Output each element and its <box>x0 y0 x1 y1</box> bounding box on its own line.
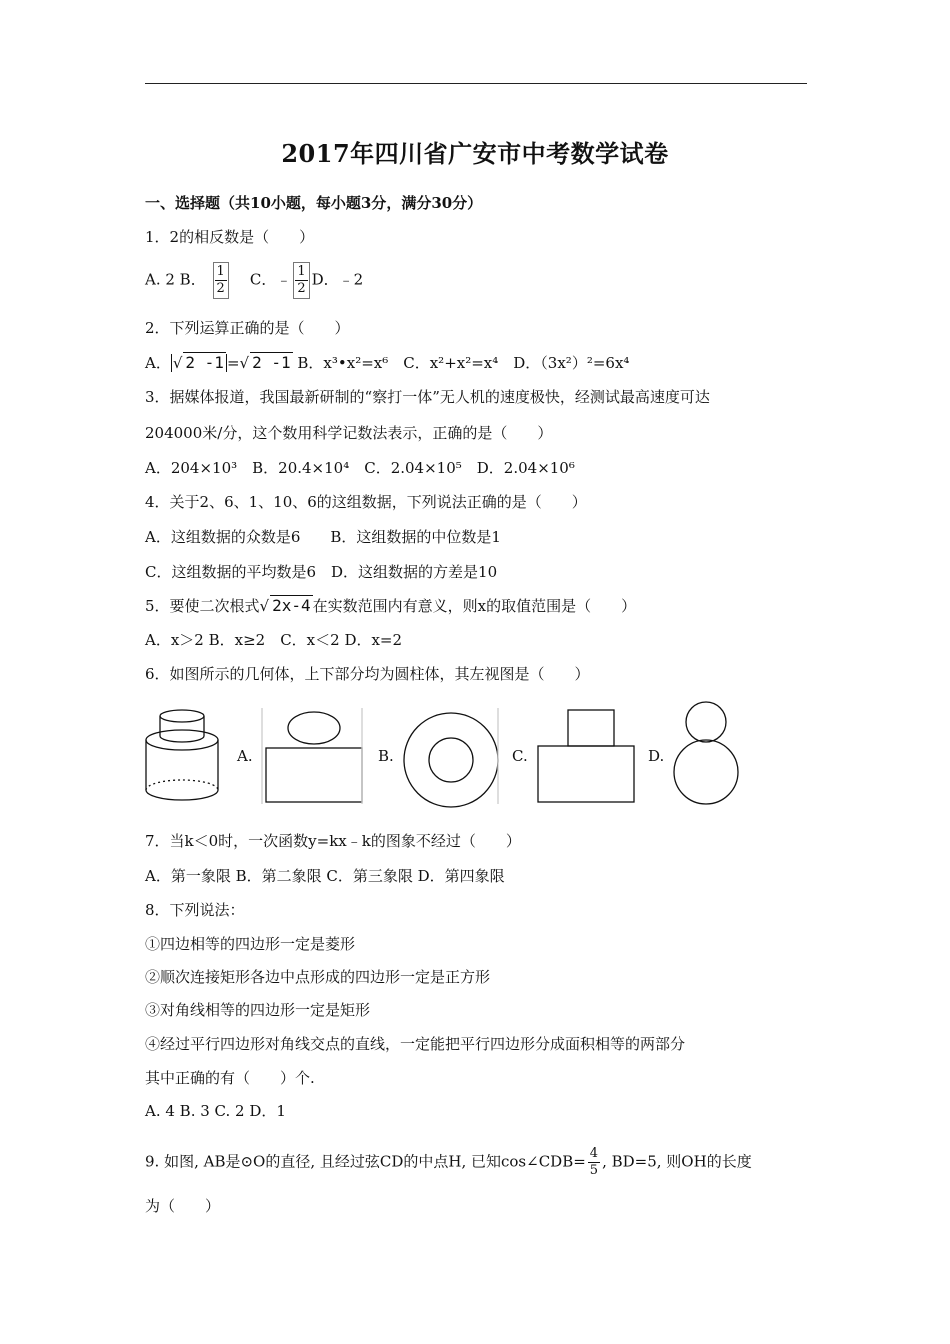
q3-stem-line1: 3．据媒体报道，我国最新研制的“察打一体”无人机的速度极快，经测试最高速度可达 <box>145 388 710 406</box>
q6-stem: 6．如图所示的几何体，上下部分均为圆柱体，其左视图是（ ） <box>145 665 590 683</box>
option-a-view <box>262 708 362 804</box>
q9-stem-a: 9. 如图, AB是⊙O的直径, 且经过弦CD的中点H, 已知cos∠CDB= <box>145 1152 586 1171</box>
q4-stem: 4．关于2、6、1、10、6的这组数据，下列说法正确的是（ ） <box>145 493 587 511</box>
q1-opt-d: D．﹣2 <box>311 270 364 289</box>
q1-opt-c: C．﹣ <box>249 270 292 289</box>
q1-opt-a: A. 2 B． <box>145 270 206 289</box>
section-heading: 一、选择题（共10小题，每小题3分，满分30分） <box>145 194 483 212</box>
q6-label-c: C. <box>512 747 528 765</box>
q2-radical-2: 2 -1 <box>252 353 291 372</box>
q8-statement-1: ①四边相等的四边形一定是菱形 <box>145 935 356 953</box>
q1-stem: 1．2的相反数是（ ） <box>145 228 315 246</box>
q9-stem-line2: 为（ ） <box>145 1197 221 1215</box>
q9-fraction: $\frac{4}{5}$ <box>589 1146 599 1178</box>
q2-opt-a: A． <box>145 354 171 372</box>
q9-stem-b: , BD=5, 则OH的长度 <box>602 1152 752 1171</box>
q8-ask: 其中正确的有（ ）个. <box>145 1069 315 1087</box>
q6-label-d: D. <box>648 747 665 765</box>
q8-statement-3: ③对角线相等的四边形一定是矩形 <box>145 1001 371 1019</box>
q1-fraction-c: $\frac{1}{2}$ <box>293 262 309 299</box>
q8-statement-4: ④经过平行四边形对角线交点的直线，一定能把平行四边形分成面积相等的两部分 <box>145 1035 686 1053</box>
q2-stem: 2．下列运算正确的是（ ） <box>145 319 350 337</box>
q5-stem: 5．要使二次根式√ 2x-4 在实数范围内有意义，则x的取值范围是（ ） <box>145 596 637 615</box>
q8-options: A. 4 B. 3 C. 2 D．1 <box>145 1102 286 1120</box>
solid-figure <box>146 710 218 800</box>
q3-stem-line2: 204000米/分，这个数用科学记数法表示，正确的是（ ） <box>145 424 553 442</box>
header-rule <box>145 83 807 84</box>
q2-options: A． √ 2 -1 =√ 2 -1 B．x³•x²=x⁶ C．x²+x²=x⁴ D．（3x²）²=6x⁴ <box>145 353 630 372</box>
q3-options: A．204×10³ B．20.4×10⁴ C．2.04×10⁵ D．2.04×10⁶ <box>145 459 575 477</box>
q1-fraction-b: $\frac{1}{2}$ <box>213 262 229 299</box>
q2-equals: = <box>226 354 240 372</box>
q1-options <box>145 262 363 299</box>
q4-options-2: C．这组数据的平均数是6 D．这组数据的方差是10 <box>145 563 498 581</box>
page-title: 2017年四川省广安市中考数学试卷 <box>281 139 669 168</box>
q6-label-b: B. <box>378 747 394 765</box>
q5-stem-b: 在实数范围内有意义，则x的取值范围是（ ） <box>312 597 637 615</box>
q6-label-a: A. <box>237 747 253 765</box>
q4-options-1: A．这组数据的众数是6 B．这组数据的中位数是1 <box>145 528 501 546</box>
q6-figures <box>140 700 760 810</box>
option-c-view <box>538 710 634 802</box>
q5-radical: 2x-4 <box>272 596 311 615</box>
q5-options: A．x＞2 B．x≥2 C．x＜2 D．x=2 <box>145 631 403 649</box>
q7-stem: 7．当k＜0时，一次函数y=kx﹣k的图象不经过（ ） <box>145 832 521 850</box>
q5-stem-a: 5．要使二次根式 <box>145 597 260 615</box>
q7-options: A．第一象限 B．第二象限 C．第三象限 D．第四象限 <box>145 867 505 885</box>
q2-radical-1: 2 -1 <box>185 353 224 372</box>
q9-stem <box>145 1146 752 1179</box>
q8-statement-2: ②顺次连接矩形各边中点形成的四边形一定是正方形 <box>145 968 491 986</box>
option-d-view <box>674 702 738 804</box>
q2-rest: B．x³•x²=x⁶ C．x²+x²=x⁴ D．（3x²）²=6x⁴ <box>297 354 630 372</box>
q8-stem: 8．下列说法： <box>145 901 245 919</box>
